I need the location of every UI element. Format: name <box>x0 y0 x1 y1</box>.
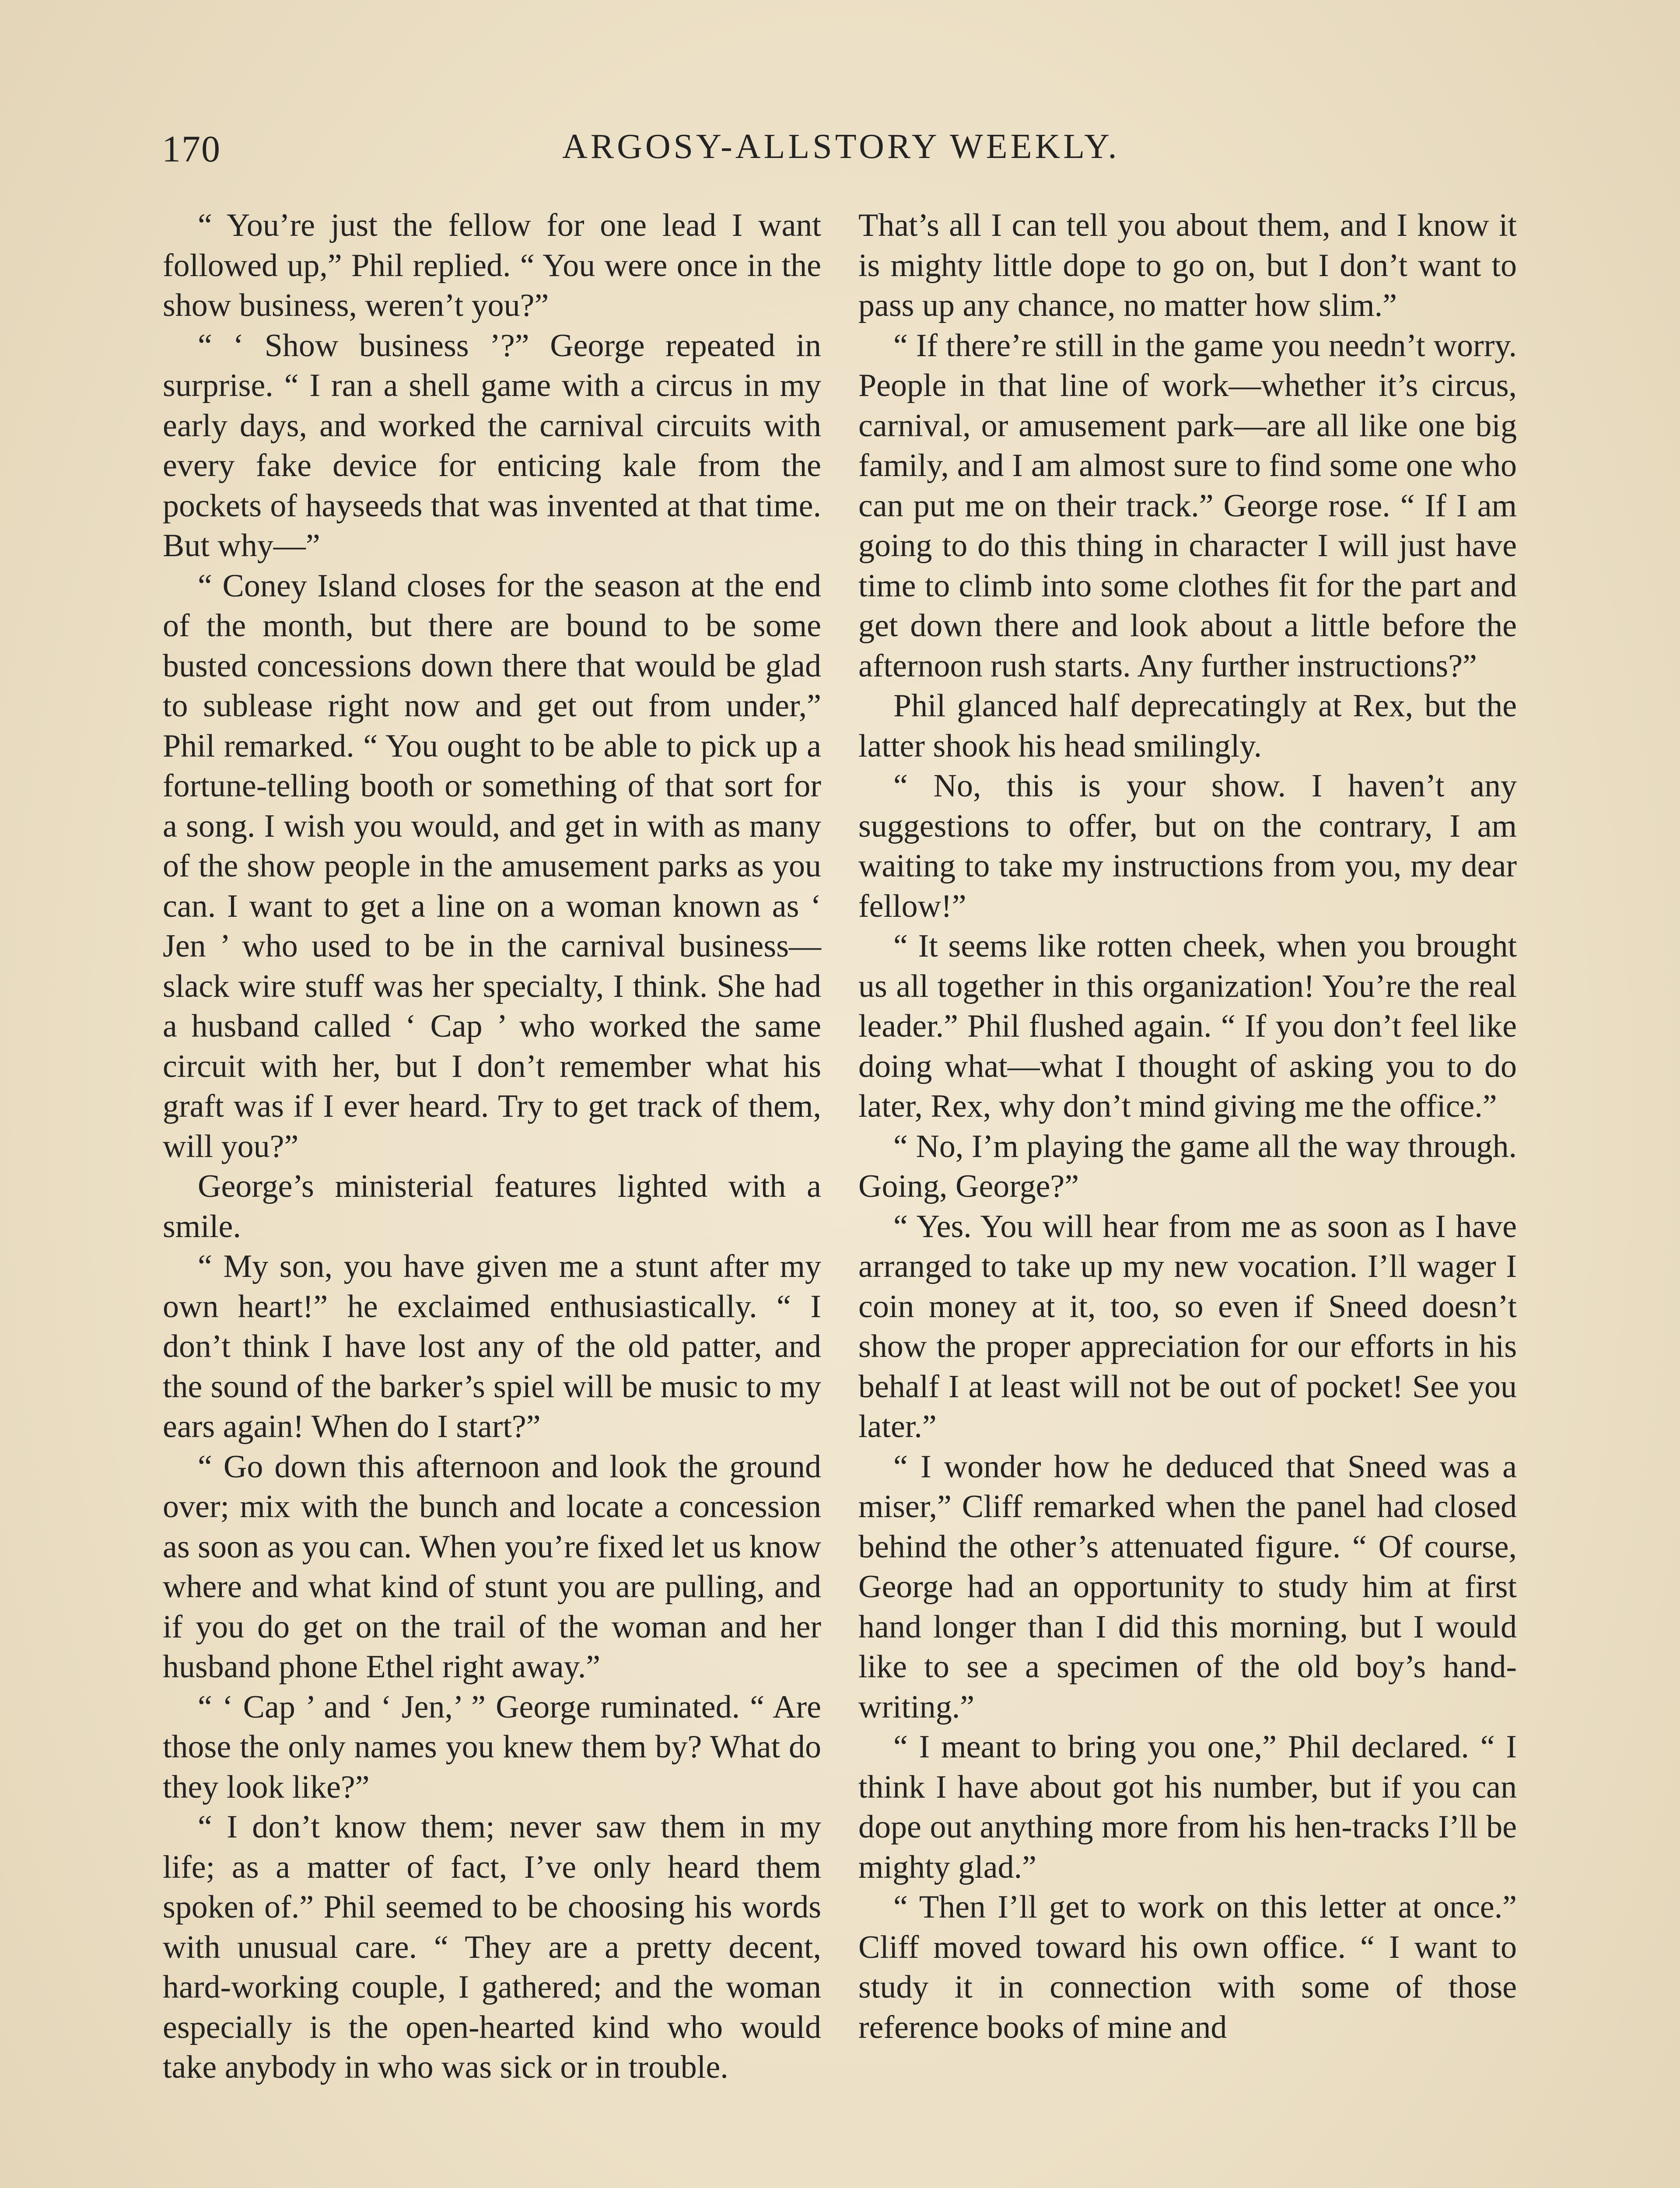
paragraph: “ My son, you have given me a stunt after my own heart!” he exclaimed enthusiastically. “ I don’t think I have lost any of the old patter, and the sound of the barker’s spiel will be music to my ears again! When do I start?” <box>163 1248 821 1445</box>
paragraph: “ If there’re still in the game you needn’t worry. People in that line of work—whether it’s circus, carnival, or amusement park—are all like one big family, and I am almost sure to find some one who can put me on their track.” George rose. “ If I am going to do this thing in character I will just have time to climb into some clothes fit for the part and get down there and look about a little before the afternoon rush starts. Any further instructions?” <box>858 327 1517 684</box>
paragraph: “ Then I’ll get to work on this letter at once.” Cliff moved toward his own office. “ I want to study it in connection with some of those reference books of mine and <box>858 1889 1517 2045</box>
paragraph: “ Coney Island closes for the season at the end of the month, but there are bound to be some busted concessions down there that would be glad to sublease right now and get out from under,” Phil remarked. “ You ought to be able to pick up a fortune-telling booth or something of that sort for a song. I wish you would, and get in with as many of the show people in the amusement parks as you can. I want to get a line on a woman known as ‘ Jen ’ who used to be in the carnival business—slack wire stuff was her specialty, I think. She had a husband called ‘ Cap ’ who worked the same circuit with her, but I don’t remember what his graft was if I ever heard. Try to get track of them, will you?” <box>163 568 821 1164</box>
paragraph-continuation: That’s all I can tell you about them, and I know it is mighty little dope to go on, but I don’t want to pass up any chance, no matter how slim.” <box>858 207 1517 323</box>
page-header <box>158 127 1531 184</box>
paragraph: “ ‘ Cap ’ and ‘ Jen,’ ” George ruminated. “ Are those the only names you knew them by? What do they look like?” <box>163 1689 821 1805</box>
paragraph: “ I meant to bring you one,” Phil declared. “ I think I have about got his number, but if you can dope out anything more from his hen-tracks I’ll be mighty glad.” <box>858 1729 1517 1885</box>
paragraph: “ Go down this afternoon and look the ground over; mix with the bunch and locate a concession as soon as you can. When you’re fixed let us know where and what kind of stunt you are pulling, and if you do get on the trail of the woman and her husband phone Ethel right away.” <box>163 1448 822 1685</box>
paragraph: “ No, this is your show. I haven’t any suggestions to offer, but on the contrary, I am waiting to take my instructions from you, my dear fellow!” <box>858 768 1517 924</box>
running-head: ARGOSY-ALLSTORY WEEKLY. <box>562 127 1120 166</box>
paragraph: “ I don’t know them; never saw them in my life; as a matter of fact, I’ve only heard them spoken of.” Phil seemed to be choosing his words with unusual care. “ They are a pretty decent, hard-working couple, I gathered; and the woman especially is the open-hearted kind who would take anybody in who was sick or in trouble. <box>163 1809 821 2085</box>
paragraph: “ I wonder how he deduced that Sneed was a miser,” Cliff remarked when the panel had closed behind the other’s attenuated figure. “ Of course, George had an opportunity to study him at first hand longer than I did this morning, but I would like to see a specimen of the old boy’s handwriting.” <box>858 1448 1517 1725</box>
page-number: 170 <box>162 128 221 170</box>
left-column <box>163 206 821 2088</box>
paragraph: “ No, I’m playing the game all the way through. Going, George?” <box>858 1128 1517 1204</box>
right-column <box>858 206 1517 2048</box>
paragraph: “ It seems like rotten cheek, when you brought us all together in this organization! You’re the real leader.” Phil flushed again. “ If you don’t feel like doing what—what I thought of asking you to do later, Rex, why don’t mind giving me the office.” <box>858 928 1517 1124</box>
paragraph: Phil glanced half deprecatingly at Rex, but the latter shook his head smilingly. <box>858 688 1517 764</box>
paragraph: George’s ministerial features lighted with a smile. <box>163 1168 821 1245</box>
paragraph: “ Yes. You will hear from me as soon as I have arranged to take up my new vocation. I’ll wager I coin money at it, too, so even if Sneed doesn’t show the proper appreciation for our efforts in his behalf I at least will not be out of pocket! See you later.” <box>858 1208 1517 1445</box>
paragraph: “ You’re just the fellow for one lead I want followed up,” Phil replied. “ You were once in the show business, weren’t you?” <box>163 207 821 323</box>
paragraph: “ ‘ Show business ’?” George repeated in surprise. “ I ran a shell game with a circus in my early days, and worked the carnival circuits with every fake device for enticing kale from the pockets of hayseeds that was invented at that time. But why—” <box>163 327 821 564</box>
